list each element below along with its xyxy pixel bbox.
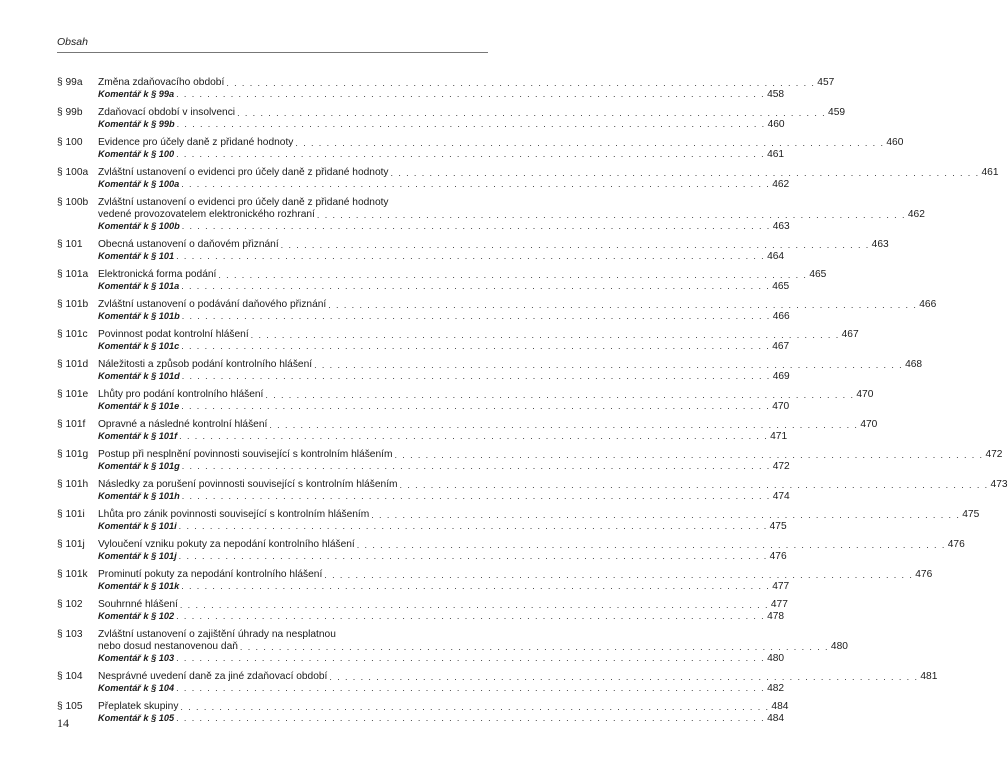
section-number: § 101e xyxy=(57,389,89,401)
toc-entry-line xyxy=(57,389,874,401)
page-ref: 476 xyxy=(915,568,933,580)
commentary-line xyxy=(57,683,785,695)
section-title: Zvláštní ustanovení o zajištění úhrady na nesplatnou xyxy=(98,628,336,640)
section-number: § 101h xyxy=(57,479,89,490)
toc-entry-line xyxy=(57,359,923,371)
section-number: § 101a xyxy=(57,269,89,281)
section-title: Opravné a následné kontrolní hlášení xyxy=(98,419,268,431)
commentary-title: Komentář k § 104 xyxy=(98,683,175,694)
header-rule xyxy=(57,52,488,53)
toc-entry xyxy=(57,106,846,131)
section-number: § 101g xyxy=(57,449,89,461)
page-ref: 466 xyxy=(772,311,790,323)
section-number: § 99a xyxy=(57,77,83,88)
commentary-title: Komentář k § 100b xyxy=(98,221,180,232)
section-number: § 101 xyxy=(57,239,83,251)
dot-leader: . . . . . . . . . . . . . . . . . . . . . . . . . . . . . . . . . . . . . . . . . . . . . . . . . . . . . . . . . . . . . . . . . . . . . . . . . . . . xyxy=(178,521,768,532)
section-title: Povinnost podat kontrolní hlášení xyxy=(98,329,249,341)
toc-entry xyxy=(57,538,965,563)
section-title: Zvláštní ustanovení o podávání daňového přiznání xyxy=(98,299,327,311)
toc-entry xyxy=(57,568,933,593)
toc-entry-line xyxy=(57,671,938,683)
toc-entry xyxy=(57,449,1003,473)
dot-leader: . . . . . . . . . . . . . . . . . . . . . . . . . . . . . . . . . . . . . . . . . . . . . . . . . . . . . . . . . . . . . . . . . . . . . . . . . . . . xyxy=(181,461,771,472)
commentary-line xyxy=(57,371,790,383)
dot-leader: . . . . . . . . . . . . . . . . . . . . . . . . . . . . . . . . . . . . . . . . . . . . . . . . . . . . . . . . . . . . . . . . . . . . . . . . . . . . xyxy=(181,341,771,352)
toc-entry-line xyxy=(57,701,789,713)
section-title: vedené provozovatelem elektronického rozhraní xyxy=(98,209,315,221)
page-ref: 460 xyxy=(767,119,785,131)
dot-leader: . . . . . . . . . . . . . . . . . . . . . . . . . . . . . . . . . . . . . . . . . . . . . . . . . . . . . . . . . . . . . . . . . . . . . . . . . . . . xyxy=(226,78,816,88)
dot-leader: . . . . . . . . . . . . . . . . . . . . . . . . . . . . . . . . . . . . . . . . . . . . . . . . . . . . . . . . . . . . . . . . . . . . . . . . . . . . xyxy=(176,683,766,694)
commentary-line xyxy=(57,281,790,293)
commentary-line xyxy=(57,551,787,563)
toc-entry xyxy=(57,508,980,533)
page-ref: 476 xyxy=(947,538,965,550)
page-ref: 475 xyxy=(769,521,787,533)
commentary-line xyxy=(57,401,790,413)
commentary-title: Komentář k § 101g xyxy=(98,461,180,472)
dot-leader: . . . . . . . . . . . . . . . . . . . . . . . . . . . . . . . . . . . . . . . . . . . . . . . . . . . . . . . . . . . . . . . . . . . . . . . . . . . . xyxy=(181,311,771,322)
dot-leader: . . . . . . . . . . . . . . . . . . . . . . . . . . . . . . . . . . . . . . . . . . . . . . . . . . . . . . . . . . . . . . . . . . . . . . . . . . . . xyxy=(316,210,906,221)
page-number: 14 xyxy=(57,716,69,730)
dot-leader: . . . . . . . . . . . . . . . . . . . . . . . . . . . . . . . . . . . . . . . . . . . . . . . . . . . . . . . . . . . . . . . . . . . . . . . . . . . . xyxy=(295,137,885,148)
page-ref: 470 xyxy=(772,401,790,413)
section-title: Přeplatek skupiny xyxy=(98,701,179,713)
toc-entry-line xyxy=(57,629,483,641)
page-ref: 471 xyxy=(770,431,788,443)
dot-leader: . . . . . . . . . . . . . . . . . . . . . . . . . . . . . . . . . . . . . . . . . . . . . . . . . . . . . . . . . . . . . . . . . . . . . . . . . . . . xyxy=(176,149,766,160)
commentary-line xyxy=(57,251,785,263)
section-number: § 101f xyxy=(57,419,86,431)
section-number: § 100 xyxy=(57,136,83,148)
page-ref: 464 xyxy=(767,251,785,263)
commentary-line xyxy=(57,311,790,323)
dot-leader: . . . . . . . . . . . . . . . . . . . . . . . . . . . . . . . . . . . . . . . . . . . . . . . . . . . . . . . . . . . . . . . . . . . . . . . . . . . . xyxy=(237,107,827,118)
commentary-title: Komentář k § 100a xyxy=(98,179,180,190)
page-ref: 458 xyxy=(767,89,785,101)
toc-entry xyxy=(57,359,923,383)
commentary-title: Komentář k § 101 xyxy=(98,251,175,262)
toc-entry xyxy=(57,671,938,695)
dot-leader: . . . . . . . . . . . . . . . . . . . . . . . . . . . . . . . . . . . . . . . . . . . . . . . . . . . . . . . . . . . . . . . . . . . . . . . . . . . . xyxy=(314,360,904,371)
page-ref: 461 xyxy=(767,149,785,161)
commentary-line xyxy=(57,653,785,665)
dot-leader: . . . . . . . . . . . . . . . . . . . . . . . . . . . . . . . . . . . . . . . . . . . . . . . . . . . . . . . . . . . . . . . . . . . . . . . . . . . . xyxy=(176,119,766,130)
page-ref: 467 xyxy=(841,329,859,341)
dot-leader: . . . . . . . . . . . . . . . . . . . . . . . . . . . . . . . . . . . . . . . . . . . . . . . . . . . . . . . . . . . . . . . . . . . . . . . . . . . . xyxy=(280,240,870,251)
toc-entry-line xyxy=(57,449,1003,461)
section-number: § 101j xyxy=(57,538,85,550)
toc-entry xyxy=(57,701,789,725)
commentary-title: Komentář k § 101k xyxy=(98,581,180,592)
dot-leader: . . . . . . . . . . . . . . . . . . . . . . . . . . . . . . . . . . . . . . . . . . . . . . . . . . . . . . . . . . . . . . . . . . . . . . . . . . . . xyxy=(179,599,769,610)
toc-entry-line xyxy=(57,136,904,149)
page-ref: 482 xyxy=(767,683,785,695)
dot-leader: . . . . . . . . . . . . . . . . . . . . . . . . . . . . . . . . . . . . . . . . . . . . . . . . . . . . . . . . . . . . . . . . . . . . . . . . . . . . xyxy=(328,300,918,311)
commentary-title: Komentář k § 100 xyxy=(98,149,175,160)
dot-leader: . . . . . . . . . . . . . . . . . . . . . . . . . . . . . . . . . . . . . . . . . . . . . . . . . . . . . . . . . . . . . . . . . . . . . . . . . . . . xyxy=(371,509,961,520)
toc-entry xyxy=(57,239,889,263)
commentary-line xyxy=(57,461,790,473)
section-number: § 101k xyxy=(57,568,88,580)
dot-leader: . . . . . . . . . . . . . . . . . . . . . . . . . . . . . . . . . . . . . . . . . . . . . . . . . . . . . . . . . . . . . . . . . . . . . . . . . . . . xyxy=(356,539,946,550)
section-title: Postup při nesplnění povinnosti související s kontrolním hlášením xyxy=(98,449,393,461)
page-ref: 478 xyxy=(767,611,785,623)
section-number: § 101b xyxy=(57,299,89,311)
commentary-title: Komentář k § 101i xyxy=(98,521,177,532)
section-number: § 99b xyxy=(57,106,83,118)
toc-entry-line xyxy=(57,329,859,341)
toc-entry-line xyxy=(57,269,827,281)
commentary-line xyxy=(57,521,787,533)
section-title: Lhůta pro zánik povinnosti související s kontrolním hlášením xyxy=(98,508,370,520)
commentary-title: Komentář k § 101j xyxy=(98,551,177,562)
toc-entry-line xyxy=(57,239,889,251)
section-title: Zdaňovací období v insolvenci xyxy=(98,106,236,118)
dot-leader: . . . . . . . . . . . . . . . . . . . . . . . . . . . . . . . . . . . . . . . . . . . . . . . . . . . . . . . . . . . . . . . . . . . . . . . . . . . . xyxy=(181,581,771,592)
commentary-title: Komentář k § 102 xyxy=(98,611,175,622)
commentary-line xyxy=(57,119,785,131)
section-number: § 104 xyxy=(57,671,83,683)
toc-entry-line xyxy=(57,568,933,581)
section-number: § 101d xyxy=(57,359,89,371)
toc-entry xyxy=(57,299,937,323)
commentary-title: Komentář k § 103 xyxy=(98,653,175,664)
commentary-title: Komentář k § 101e xyxy=(98,401,180,412)
toc-entry-line xyxy=(57,598,788,611)
page-ref: 463 xyxy=(871,239,889,251)
toc-entry-line xyxy=(57,641,848,653)
section-number: § 101c xyxy=(57,329,88,341)
commentary-line xyxy=(57,431,788,443)
commentary-title: Komentář k § 101b xyxy=(98,311,180,322)
toc-entry-line xyxy=(57,299,937,311)
section-title: Zvláštní ustanovení o evidenci pro účely daně z přidané hodnoty xyxy=(98,166,389,178)
page-ref: 462 xyxy=(907,209,925,221)
toc-entry-line xyxy=(57,479,1008,491)
section-title: Nesprávné uvedení daně za jiné zdaňovací období xyxy=(98,671,328,683)
section-title: Zvláštní ustanovení o evidenci pro účely daně z přidané hodnoty xyxy=(98,196,389,208)
section-number: § 103 xyxy=(57,628,83,640)
section-title: Změna zdaňovacího období xyxy=(98,77,225,88)
toc-entry-line xyxy=(57,166,999,179)
toc-entry xyxy=(57,628,848,665)
section-title: Vyloučení vzniku pokuty za nepodání kontrolního hlášení xyxy=(98,538,355,550)
page-ref: 480 xyxy=(767,653,785,665)
section-number: § 101i xyxy=(57,508,85,520)
page-ref: 473 xyxy=(990,479,1008,490)
commentary-line xyxy=(57,221,790,233)
toc-entry xyxy=(57,166,999,191)
commentary-title: Komentář k § 99b xyxy=(98,119,175,130)
page-ref: 461 xyxy=(981,166,999,178)
toc-entry xyxy=(57,479,1008,503)
commentary-line xyxy=(57,713,785,725)
dot-leader: . . . . . . . . . . . . . . . . . . . . . . . . . . . . . . . . . . . . . . . . . . . . . . . . . . . . . . . . . . . . . . . . . . . . . . . . . . . . xyxy=(399,480,989,490)
section-title: Prominutí pokuty za nepodání kontrolního hlášení xyxy=(98,568,323,580)
dot-leader: . . . . . . . . . . . . . . . . . . . . . . . . . . . . . . . . . . . . . . . . . . . . . . . . . . . . . . . . . . . . . . . . . . . . . . . . . . . . xyxy=(390,167,980,178)
section-number: § 105 xyxy=(57,701,83,713)
table-of-contents xyxy=(57,77,1008,731)
commentary-title: Komentář k § 101a xyxy=(98,281,180,292)
page-ref: 465 xyxy=(772,281,790,293)
section-title: Souhrnné hlášení xyxy=(98,598,178,610)
page-ref: 481 xyxy=(920,671,938,683)
dot-leader: . . . . . . . . . . . . . . . . . . . . . . . . . . . . . . . . . . . . . . . . . . . . . . . . . . . . . . . . . . . . . . . . . . . . . . . . . . . . xyxy=(176,653,766,664)
toc-entry-line xyxy=(57,419,878,431)
commentary-title: Komentář k § 99a xyxy=(98,89,175,100)
commentary-line xyxy=(57,581,790,593)
page-ref: 457 xyxy=(817,77,835,88)
section-title: Náležitosti a způsob podání kontrolního hlášení xyxy=(98,359,313,371)
section-number: § 102 xyxy=(57,598,83,610)
page-ref: 472 xyxy=(772,461,790,473)
dot-leader: . . . . . . . . . . . . . . . . . . . . . . . . . . . . . . . . . . . . . . . . . . . . . . . . . . . . . . . . . . . . . . . . . . . . . . . . . . . . xyxy=(181,491,771,502)
dot-leader: . . . . . . . . . . . . . . . . . . . . . . . . . . . . . . . . . . . . . . . . . . . . . . . . . . . . . . . . . . . . . . . . . . . . . . . . . . . . xyxy=(250,330,840,341)
commentary-line xyxy=(57,611,785,623)
toc-entry xyxy=(57,389,874,413)
dot-leader: . . . . . . . . . . . . . . . . . . . . . . . . . . . . . . . . . . . . . . . . . . . . . . . . . . . . . . . . . . . . . . . . . . . . . . . . . . . . xyxy=(180,702,770,713)
toc-entry xyxy=(57,329,859,353)
page-ref: 470 xyxy=(860,419,878,431)
section-title: Následky za porušení povinnosti související s kontrolním hlášením xyxy=(98,479,398,490)
page-ref: 474 xyxy=(772,491,790,503)
page-ref: 477 xyxy=(770,598,788,610)
toc-entry-line xyxy=(57,538,965,551)
page-ref: 465 xyxy=(809,269,827,281)
toc-entry-line xyxy=(57,106,846,119)
section-title: Elektronická forma podání xyxy=(98,269,217,281)
commentary-line xyxy=(57,179,790,191)
page-ref: 470 xyxy=(856,389,874,401)
dot-leader: . . . . . . . . . . . . . . . . . . . . . . . . . . . . . . . . . . . . . . . . . . . . . . . . . . . . . . . . . . . . . . . . . . . . . . . . . . . . xyxy=(181,371,771,382)
toc-entry-line xyxy=(57,508,980,521)
toc-entry-line xyxy=(57,77,835,89)
running-header: Obsah xyxy=(57,36,88,48)
dot-leader: . . . . . . . . . . . . . . . . . . . . . . . . . . . . . . . . . . . . . . . . . . . . . . . . . . . . . . . . . . . . . . . . . . . . . . . . . . . . xyxy=(176,611,766,622)
toc-entry xyxy=(57,136,904,161)
dot-leader: . . . . . . . . . . . . . . . . . . . . . . . . . . . . . . . . . . . . . . . . . . . . . . . . . . . . . . . . . . . . . . . . . . . . . . . . . . . . xyxy=(179,431,769,442)
dot-leader: . . . . . . . . . . . . . . . . . . . . . . . . . . . . . . . . . . . . . . . . . . . . . . . . . . . . . . . . . . . . . . . . . . . . . . . . . . . . xyxy=(218,270,808,281)
page-ref: 480 xyxy=(830,641,848,653)
dot-leader: . . . . . . . . . . . . . . . . . . . . . . . . . . . . . . . . . . . . . . . . . . . . . . . . . . . . . . . . . . . . . . . . . . . . . . . . . . . . xyxy=(239,642,829,653)
dot-leader: . . . . . . . . . . . . . . . . . . . . . . . . . . . . . . . . . . . . . . . . . . . . . . . . . . . . . . . . . . . . . . . . . . . . . . . . . . . . xyxy=(176,89,766,100)
page-ref: 477 xyxy=(772,581,790,593)
toc-entry-line xyxy=(57,197,483,209)
page-ref: 469 xyxy=(772,371,790,383)
toc-entry xyxy=(57,77,835,101)
section-number: § 100a xyxy=(57,166,89,178)
toc-entry xyxy=(57,598,788,623)
page-ref: 468 xyxy=(905,359,923,371)
page-ref: 462 xyxy=(772,179,790,191)
commentary-title: Komentář k § 101h xyxy=(98,491,180,502)
dot-leader: . . . . . . . . . . . . . . . . . . . . . . . . . . . . . . . . . . . . . . . . . . . . . . . . . . . . . . . . . . . . . . . . . . . . . . . . . . . . xyxy=(176,713,766,724)
commentary-title: Komentář k § 101f xyxy=(98,431,178,442)
dot-leader: . . . . . . . . . . . . . . . . . . . . . . . . . . . . . . . . . . . . . . . . . . . . . . . . . . . . . . . . . . . . . . . . . . . . . . . . . . . . xyxy=(181,401,771,412)
dot-leader: . . . . . . . . . . . . . . . . . . . . . . . . . . . . . . . . . . . . . . . . . . . . . . . . . . . . . . . . . . . . . . . . . . . . . . . . . . . . xyxy=(181,281,771,292)
toc-entry xyxy=(57,196,925,233)
commentary-line xyxy=(57,341,790,353)
commentary-line xyxy=(57,491,790,503)
dot-leader: . . . . . . . . . . . . . . . . . . . . . . . . . . . . . . . . . . . . . . . . . . . . . . . . . . . . . . . . . . . . . . . . . . . . . . . . . . . . xyxy=(178,551,768,562)
toc-entry-line xyxy=(57,209,925,221)
page-ref: 484 xyxy=(771,701,789,713)
commentary-title: Komentář k § 101c xyxy=(98,341,180,352)
section-title: nebo dosud nestanovenou daň xyxy=(98,641,238,653)
page-ref: 459 xyxy=(828,106,846,118)
commentary-title: Komentář k § 105 xyxy=(98,713,175,724)
dot-leader: . . . . . . . . . . . . . . . . . . . . . . . . . . . . . . . . . . . . . . . . . . . . . . . . . . . . . . . . . . . . . . . . . . . . . . . . . . . . xyxy=(176,251,766,262)
section-number: § 100b xyxy=(57,196,89,208)
commentary-line xyxy=(57,149,785,161)
page-ref: 475 xyxy=(962,508,980,520)
page-ref: 476 xyxy=(769,551,787,563)
commentary-title: Komentář k § 101d xyxy=(98,371,180,382)
toc-entry xyxy=(57,269,827,293)
page-ref: 460 xyxy=(886,136,904,148)
commentary-line xyxy=(57,89,785,101)
page-ref: 466 xyxy=(919,299,937,311)
page-ref: 472 xyxy=(985,449,1003,461)
dot-leader: . . . . . . . . . . . . . . . . . . . . . . . . . . . . . . . . . . . . . . . . . . . . . . . . . . . . . . . . . . . . . . . . . . . . . . . . . . . . xyxy=(181,179,771,190)
toc-entry xyxy=(57,419,878,443)
section-title: Lhůty pro podání kontrolního hlášení xyxy=(98,389,264,401)
section-title: Obecná ustanovení o daňovém přiznání xyxy=(98,239,279,251)
dot-leader: . . . . . . . . . . . . . . . . . . . . . . . . . . . . . . . . . . . . . . . . . . . . . . . . . . . . . . . . . . . . . . . . . . . . . . . . . . . . xyxy=(265,390,855,401)
page-ref: 484 xyxy=(767,713,785,725)
dot-leader: . . . . . . . . . . . . . . . . . . . . . . . . . . . . . . . . . . . . . . . . . . . . . . . . . . . . . . . . . . . . . . . . . . . . . . . . . . . . xyxy=(394,450,984,461)
dot-leader: . . . . . . . . . . . . . . . . . . . . . . . . . . . . . . . . . . . . . . . . . . . . . . . . . . . . . . . . . . . . . . . . . . . . . . . . . . . . xyxy=(269,420,859,431)
dot-leader: . . . . . . . . . . . . . . . . . . . . . . . . . . . . . . . . . . . . . . . . . . . . . . . . . . . . . . . . . . . . . . . . . . . . . . . . . . . . xyxy=(329,672,919,683)
page-ref: 467 xyxy=(772,341,790,353)
dot-leader: . . . . . . . . . . . . . . . . . . . . . . . . . . . . . . . . . . . . . . . . . . . . . . . . . . . . . . . . . . . . . . . . . . . . . . . . . . . . xyxy=(181,221,771,232)
section-title: Evidence pro účely daně z přidané hodnoty xyxy=(98,136,294,148)
dot-leader: . . . . . . . . . . . . . . . . . . . . . . . . . . . . . . . . . . . . . . . . . . . . . . . . . . . . . . . . . . . . . . . . . . . . . . . . . . . . xyxy=(324,569,914,580)
page-ref: 463 xyxy=(772,221,790,233)
